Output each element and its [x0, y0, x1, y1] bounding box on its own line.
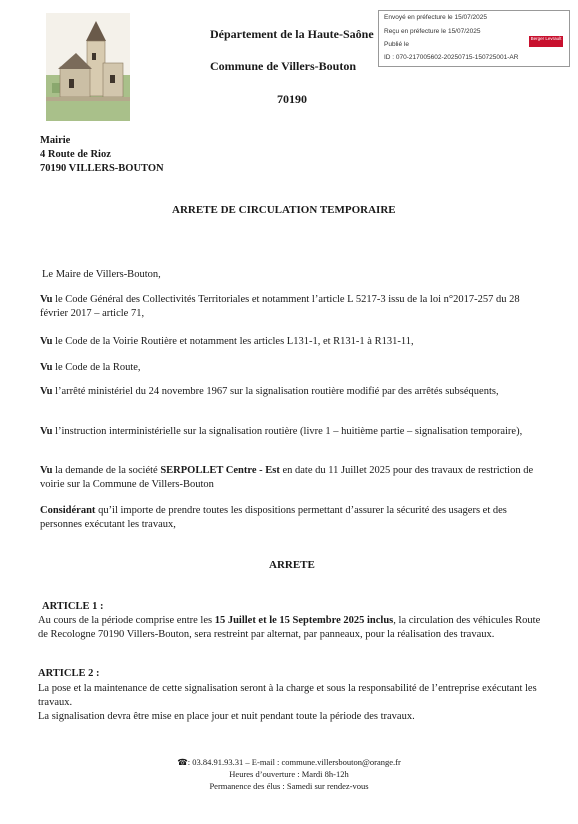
vu-paragraph-4 [40, 385, 545, 399]
vu-text: le Code de la Route, [52, 362, 141, 373]
vu-paragraph-6 [40, 464, 545, 492]
address-city: 70190 VILLERS-BOUTON [40, 163, 164, 174]
considerant-text: qu’il importe de prendre toutes les dispositions permettant d’assurer la sécurité des usagers et des personnes exécutant les travaux, [40, 505, 507, 530]
article-1-heading: ARTICLE 1 : [42, 601, 104, 612]
footer-permanence: Permanence des élus : Samedi sur rendez-vous [209, 781, 369, 791]
phone-icon: ☎ [177, 757, 188, 767]
stamp-id: ID : 070-217005602-20250715-150725001-AR [384, 54, 519, 61]
considerant-keyword: Considérant [40, 505, 96, 516]
postal-code: 70190 [277, 92, 307, 106]
vu-keyword: Vu [40, 362, 53, 373]
vu-keyword: Vu [40, 336, 53, 347]
vu-text: l’instruction interministérielle sur la signalisation routière (livre 1 – huitième partie – signalisation temporaire), [52, 426, 523, 437]
vu-text-continued: en date du 11 Juillet 2025 pour des travaux de restriction de voirie sur la Commune de Villers-Bouton [40, 465, 534, 490]
department-name: Département de la Haute-Saône [210, 27, 374, 41]
vu-text: la demande de la société [52, 465, 161, 476]
vu-paragraph-5 [40, 425, 545, 439]
article-2-line-2: La signalisation devra être mise en place jour et nuit pendant toute la période des travaux. [38, 711, 415, 722]
article-1-text [38, 614, 548, 642]
vu-text: l’arrêté ministériel du 24 novembre 1967 sur la signalisation routière modifié par des arrêtés subséquents, [52, 386, 499, 397]
footer-contact-text: 03.84.91.93.31 – E-mail : commune.villersbouton@orange.fr [192, 757, 401, 767]
article-1-text-start: Au cours de la période comprise entre les [38, 615, 215, 626]
prefecture-stamp [378, 10, 570, 67]
considerant-paragraph [40, 504, 545, 532]
vu-text: le Code de la Voirie Routière et notamment les articles L131-1, et R131-1 à R131-11, [52, 336, 414, 347]
vu-keyword: Vu [40, 465, 53, 476]
footer-contact: ☎: 03.84.91.93.31 – E-mail : commune.villersbouton@orange.fr [177, 757, 401, 767]
footer-hours: Heures d’ouverture : Mardi 8h-12h [229, 769, 349, 779]
stamp-received: Reçu en préfecture le 15/07/2025 [384, 28, 481, 35]
vu-keyword: Vu [40, 386, 53, 397]
stamp-published: Publié le [384, 41, 409, 48]
company-name: SERPOLLET Centre - Est [160, 465, 280, 476]
article-1-dates: 15 Juillet et le 15 Septembre 2025 inclus [214, 615, 394, 626]
vu-paragraph-2 [40, 335, 545, 349]
church-logo [46, 13, 130, 121]
vu-keyword: Vu [40, 294, 53, 305]
arrete-heading: ARRETE [269, 559, 315, 571]
stamp-badge: Berger Levrault [529, 36, 563, 47]
document-title: ARRETE DE CIRCULATION TEMPORAIRE [172, 204, 396, 216]
address-mairie: Mairie [40, 135, 71, 146]
vu-text: le Code Général des Collectivités Territoriales et notamment l’article L 5217-3 issu de la loi n°2017-257 du 28 février 2017 – article 71, [40, 294, 520, 319]
intro-line: Le Maire de Villers-Bouton, [42, 269, 161, 280]
stamp-sent: Envoyé en préfecture le 15/07/2025 [384, 14, 487, 21]
vu-paragraph-3 [40, 361, 545, 375]
article-2-heading: ARTICLE 2 : [38, 668, 100, 679]
address-street: 4 Route de Rioz [40, 149, 111, 160]
article-1-text-end: , la circulation des véhicules Route de Recologne 70190 Villers-Bouton, sera restreint par alternat, par panneaux, pour la réalisation des travaux. [38, 615, 541, 640]
article-2-line-1: La pose et la maintenance de cette signalisation seront à la charge et sous la responsabilité de l’entreprise exécutant les travaux. [38, 683, 537, 708]
vu-paragraph-1 [40, 293, 545, 321]
commune-name: Commune de Villers-Bouton [210, 59, 357, 73]
vu-keyword: Vu [40, 426, 53, 437]
